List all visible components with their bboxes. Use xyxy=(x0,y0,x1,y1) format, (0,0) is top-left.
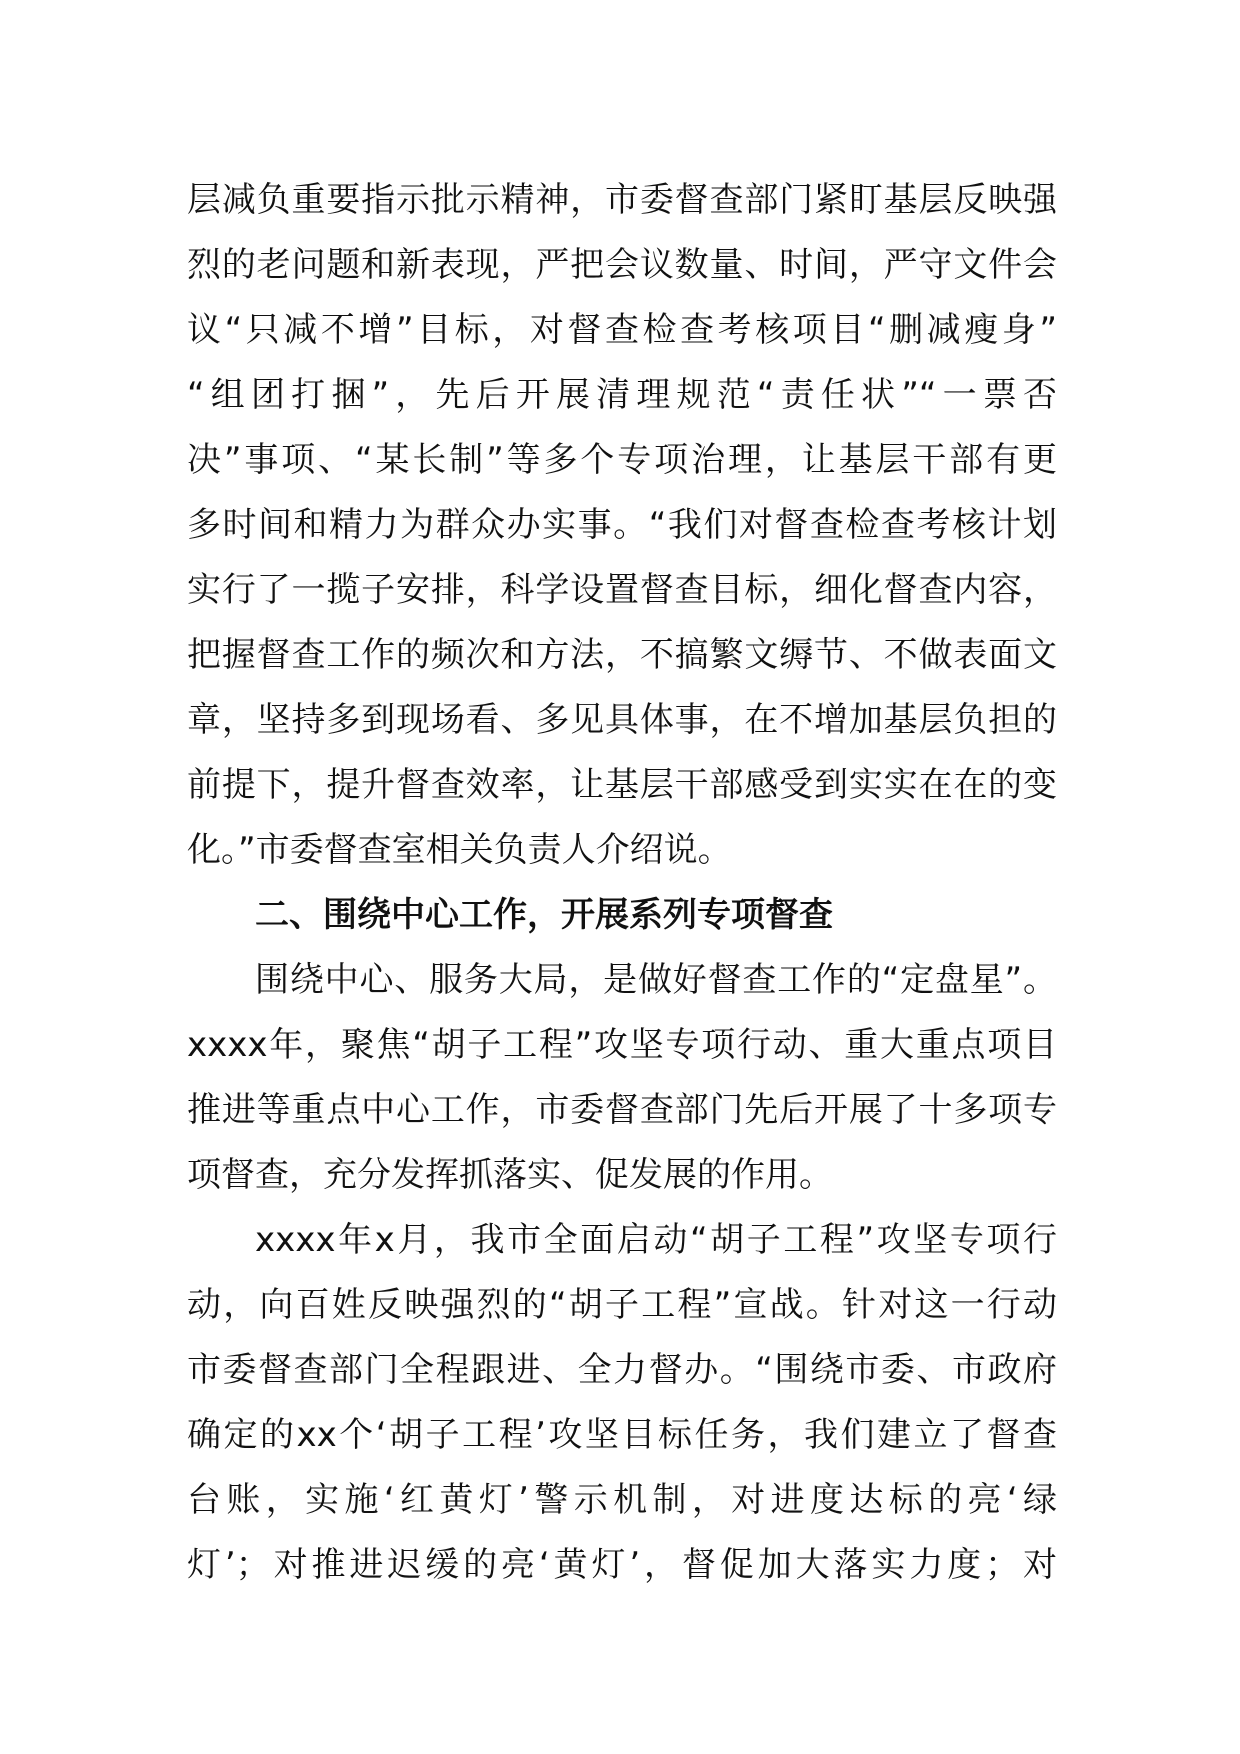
text-line: 项督查，充分发挥抓落实、促发展的作用。 xyxy=(187,1155,833,1195)
text-line: 烈的老问题和新表现，严把会议数量、时间，严守文件会 xyxy=(187,245,1057,285)
text-line: xxxx年x月，我市全面启动“胡子工程”攻坚专项行 xyxy=(255,1220,1057,1260)
text-line: 推进等重点中心工作，市委督查部门先后开展了十多项专 xyxy=(187,1090,1057,1130)
text-line: 决”事项、“某长制”等多个专项治理，让基层干部有更 xyxy=(187,440,1057,480)
text-line: xxxx年，聚焦“胡子工程”攻坚专项行动、重大重点项目 xyxy=(187,1025,1057,1065)
text-line: 章，坚持多到现场看、多见具体事，在不增加基层负担的 xyxy=(187,700,1057,740)
text-line: 灯’；对推进迟缓的亮‘黄灯’，督促加大落实力度；对 xyxy=(187,1545,1057,1585)
section-heading: 二、围绕中心工作，开展系列专项督查 xyxy=(255,895,833,935)
text-line: 实行了一揽子安排，科学设置督查目标，细化督查内容， xyxy=(187,570,1057,610)
text-line: 多时间和精力为群众办实事。“我们对督查检查考核计划 xyxy=(187,505,1057,545)
text-line: 化。”市委督查室相关负责人介绍说。 xyxy=(187,830,732,870)
text-line: 前提下，提升督查效率，让基层干部感受到实实在在的变 xyxy=(187,765,1057,805)
text-line: 市委督查部门全程跟进、全力督办。“围绕市委、市政府 xyxy=(187,1350,1057,1390)
text-line: 台账，实施‘红黄灯’警示机制，对进度达标的亮‘绿 xyxy=(187,1480,1057,1520)
text-line: 确定的xx个‘胡子工程’攻坚目标任务，我们建立了督查 xyxy=(187,1415,1057,1455)
text-line: 把握督查工作的频次和方法，不搞繁文缛节、不做表面文 xyxy=(187,635,1057,675)
text-line: 层减负重要指示批示精神，市委督查部门紧盯基层反映强 xyxy=(187,180,1057,220)
text-line: 动，向百姓反映强烈的“胡子工程”宣战。针对这一行动 xyxy=(187,1285,1057,1325)
text-line: “组团打捆”，先后开展清理规范“责任状”“一票否 xyxy=(187,375,1057,415)
text-line: 议“只减不增”目标，对督查检查考核项目“删减瘦身” xyxy=(187,310,1057,350)
text-line: 围绕中心、服务大局，是做好督查工作的“定盘星”。 xyxy=(255,960,1057,1000)
document-body xyxy=(187,168,1057,1598)
